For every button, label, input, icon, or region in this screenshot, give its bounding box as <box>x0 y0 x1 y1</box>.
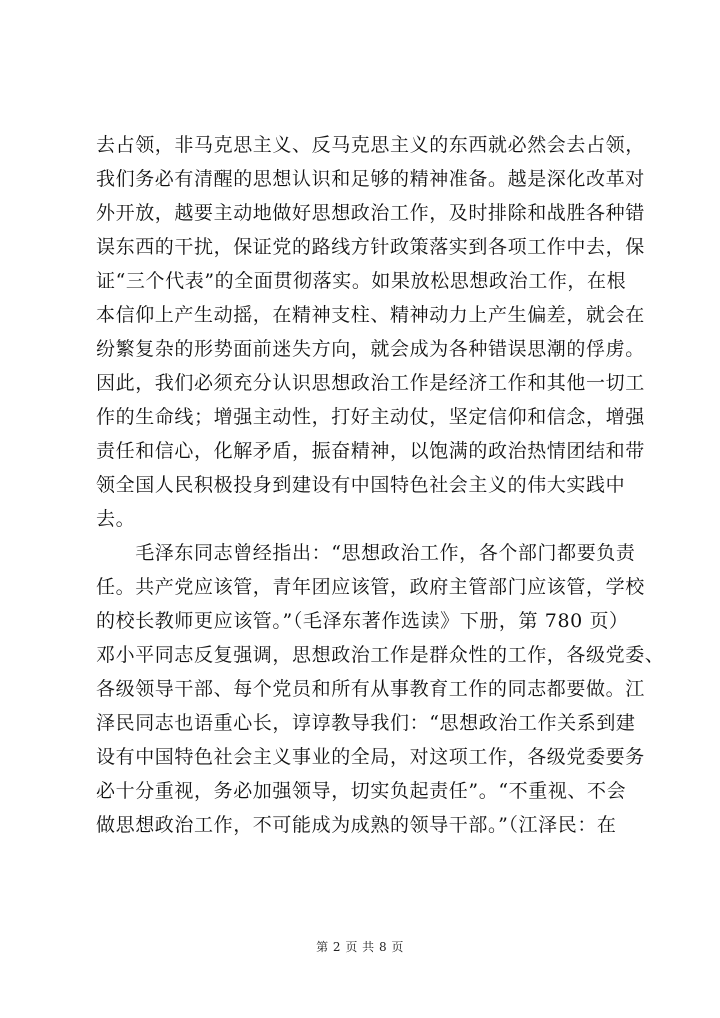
body-text <box>96 128 665 842</box>
text-line: 泽民同志也语重心长，谆谆教导我们：“思想政治工作关系到建 <box>96 712 636 734</box>
text-line: 去。 <box>96 508 136 530</box>
text-line: 本信仰上产生动摇，在精神支柱、精神动力上产生偏差，就会在 <box>96 304 645 326</box>
text-line: 设有中国特色社会主义事业的全局，对这项工作，各级党委要务 <box>96 746 645 768</box>
page-number-label: 第 2 页 共 8 页 <box>316 940 404 954</box>
text-line: 邓小平同志反复强调，思想政治工作是群众性的工作，各级党委、 <box>96 644 665 666</box>
text-line: 纷繁复杂的形势面前迷失方向，就会成为各种错误思潮的俘虏。 <box>96 338 645 360</box>
text-line: 毛泽东同志曾经指出：“思想政治工作，各个部门都要负责 <box>96 542 636 564</box>
text-line: 必十分重视，务必加强领导，切实负起责任”。“不重视、不会 <box>96 780 627 802</box>
text-line: 任。共产党应该管，青年团应该管，政府主管部门应该管，学校 <box>96 576 645 598</box>
text-line: 因此，我们必须充分认识思想政治工作是经济工作和其他一切工 <box>96 372 645 394</box>
text-line: 的校长教师更应该管。”（毛泽东著作选读》下册，第 780 页） <box>96 610 629 632</box>
text-line: 各级领导干部、每个党员和所有从事教育工作的同志都要做。江 <box>96 678 645 700</box>
text-line: 作的生命线；增强主动性，打好主动仗，坚定信仰和信念，增强 <box>96 406 645 428</box>
text-line: 证“三个代表”的全面贯彻落实。如果放松思想政治工作，在根 <box>96 270 627 292</box>
text-line: 领全国人民积极投身到建设有中国特色社会主义的伟大实践中 <box>96 474 626 496</box>
text-line: 我们务必有清醒的思想认识和足够的精神准备。越是深化改革对 <box>96 168 645 190</box>
text-line: 外开放，越要主动地做好思想政治工作，及时排除和战胜各种错 <box>96 202 645 224</box>
text-line: 误东西的干扰，保证党的路线方针政策落实到各项工作中去，保 <box>96 236 645 258</box>
text-line: 责任和信心，化解矛盾，振奋精神，以饱满的政治热情团结和带 <box>96 440 645 462</box>
page-footer <box>0 938 720 955</box>
text-line: 做思想政治工作，不可能成为成熟的领导干部。”（江泽民：在 <box>96 814 617 836</box>
text-line: 去占领，非马克思主义、反马克思主义的东西就必然会去占领， <box>96 134 645 156</box>
